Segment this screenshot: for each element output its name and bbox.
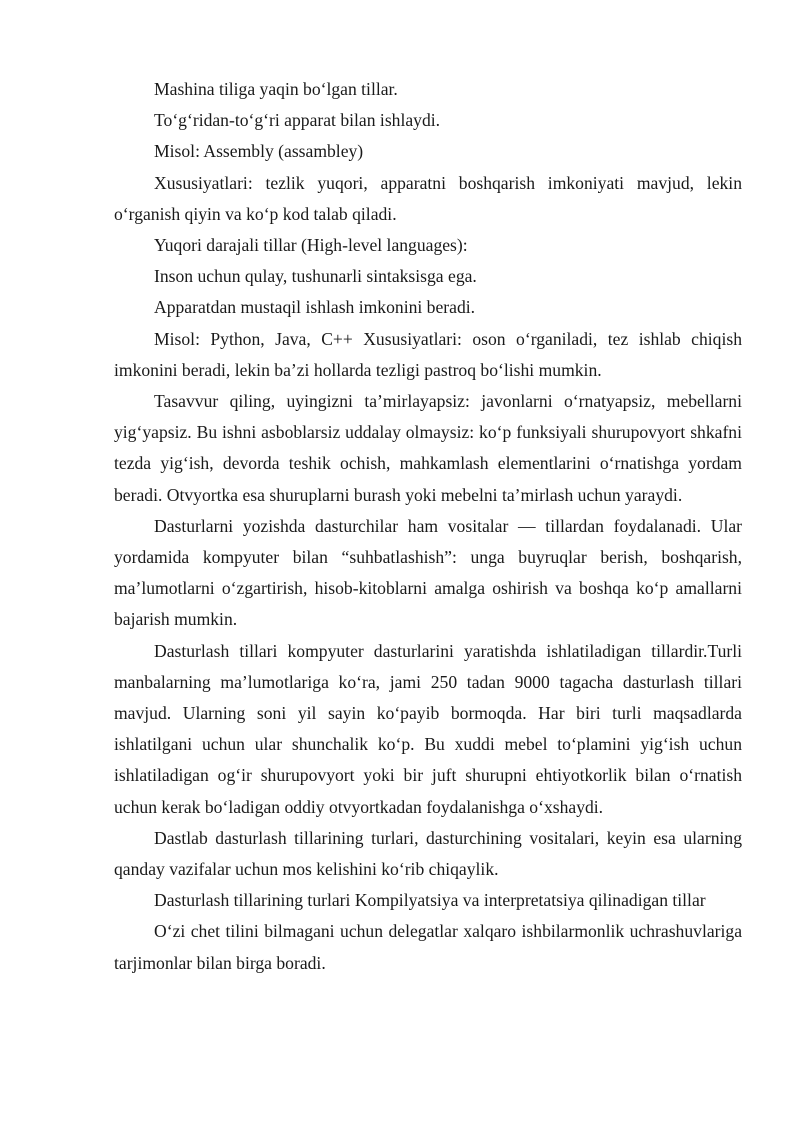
paragraph-overview: Dastlab dasturlash tillarining turlari, dasturchining vositalari, keyin esa ularning qanday vazifalar uchun mos kelishini koʻrib chiqaylik.	[114, 827, 742, 880]
paragraph-types-heading: Dasturlash tillarining turlari Kompilyatsiya va interpretatsiya qilinadigan tillar	[154, 890, 706, 911]
document-body	[114, 74, 742, 979]
paragraph-assembly-example: Misol: Assembly (assambley)	[154, 141, 364, 162]
paragraph-low-level-intro: Mashina tiliga yaqin boʻlgan tillar.	[154, 79, 398, 99]
paragraph-languages-as-tools: Dasturlarni yozishda dasturchilar ham vositalar — tillardan foydalanadi. Ular yordamida kompyuter bilan “suhbatlashish”: unga buyruqlar berish, boshqarish, maʼlumotlarni oʻzgartirish, hisob-kitoblarni amalga oshirish va boshqa koʻp amallarni bajarish mumkin.	[114, 515, 742, 630]
paragraph-language-count: Dasturlash tillari kompyuter dasturlarini yaratishda ishlatiladigan tillardir.Turli manbalarning maʼlumotlariga koʻra, jami 250 tadan 9000 tagacha dasturlash tillari mavjud. Ularning soni yil sayin koʻpayib bormoqda. Har biri turli maqsadlarda ishlatilgani uchun ular shunchalik koʻp. Bu xuddi mebel toʻplamini yigʻish uchun ishlatiladigan ogʻir shurupovyort yoki bir juft shurupni ehtiyotkorlik bilan oʻrnatish uchun kerak boʻladigan oddiy otvyortkadan foydalanishga oʻxshaydi.	[114, 640, 742, 817]
paragraph-high-level-example: Misol: Python, Java, C++ Xususiyatlari: oson oʻrganiladi, tez ishlab chiqish imkonini beradi, lekin baʼzi hollarda tezligi pastroq boʻlishi mumkin.	[114, 328, 742, 380]
paragraph-interpreter-analogy: Oʻzi chet tilini bilmagani uchun delegatlar xalqaro ishbilarmonlik uchrashuvlariga tarjimonlar bilan birga boradi.	[114, 921, 742, 973]
paragraph-tools-analogy: Tasavvur qiling, uyingizni taʼmirlayapsiz: javonlarni oʻrnatyapsiz, mebellarni yigʻyapsiz. Bu ishni asboblarsiz uddalay olmaysiz: koʻp funksiyali shurupovyort shkafni tezda yigʻish, devorda teshik ochish, mahkamlash elementlarini oʻrnatishga yordam beradi. Otvyortka esa shuruplarni burash yoki mebelni taʼmirlash uchun yaraydi.	[114, 391, 742, 505]
paragraph-human-friendly: Inson uchun qulay, tushunarli sintaksisga ega.	[154, 266, 477, 287]
paragraph-high-level-heading: Yuqori darajali tillar (High-level languages):	[154, 235, 468, 256]
paragraph-low-level-features: Xususiyatlari: tezlik yuqori, apparatni boshqarish imkoniyati mavjud, lekin oʻrganish qiyin va koʻp kod talab qiladi.	[114, 172, 742, 224]
paragraph-hardware-independent: Apparatdan mustaqil ishlash imkonini beradi.	[154, 297, 476, 318]
paragraph-hardware-direct: Toʻgʻridan-toʻgʻri apparat bilan ishlaydi.	[154, 110, 441, 131]
